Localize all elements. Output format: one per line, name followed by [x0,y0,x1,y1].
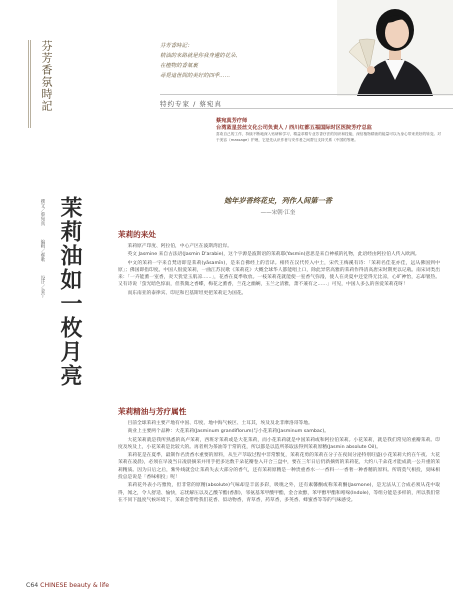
expert-portrait [337,0,453,96]
section-heading: 茉莉精油与芳疗属性 [118,407,187,416]
header-divider [160,94,453,95]
article-lead: 她年岁香终花史，列作人间第一香 [224,196,332,205]
paragraph: 商业上主要两个品种：大花茉莉(Jasminum grandiflorum)与小花茉莉(Jasminum sambac)。 [127,429,329,435]
page-footer [26,582,109,589]
paragraph: 茉莉花是在夏季，最制作名贵香水重要的原料，从生产萃取过程中非常繁复，茉莉花剪的茉莉在分子在夜间分泌特别旺盛(小花茉莉大约在午夜、大花茉莉在凌晨)，必须在早凌当日凌晨摘采并用手把多达数千朵花瓣卷入开合三盘中，要在三年日后仍新摘剪的茉莉花，大约八千朵花才能成就一公升重的茉莉精质。因为日后之后，紫外线就会让茉莉失去大部分的香气，还有茉莉原精是一种贵重香水一一香料一一香奢一种香精的原料。所谓莫气相投，臭味相投总是说是「香味相投」呢！ [118,453,440,481]
credit-designer: 设计／金宁 [40,275,45,298]
magazine-brand: CHINESE beauty & life [40,582,110,589]
column-rule-left [28,40,29,128]
column-rule-right [30,40,31,128]
paragraph: 中文的茉莉一字来自梵语即是茉莉(yāsamīn)，是来自佛经上的音译。相传在汉代传入中土，宋代王梅溪有诗：「茉莉名佳花亦佳，远从佛国到中原」；佛国即指印度。中国人很爱茉莉，一曲江苏民歌《茉莉花》大概全球华人都能唱上口，除此异常高雅的茉莉作得清高唐宋时期更以记载。南宋词类出来：「一卉能薰一室香，炎天犹觉玉肌凉……」，花香在夏季收放。一枝茉莉花就能使一室香气弥漫，使人在炎夏中还觉得无比凉，心旷神怡，忘却暑热。又有诗说「萤光暗色惊雨，但我微之香蝶，梅花之薰香，兰花之幽娴，玉兰之清雅，萧不兼有之……」可见，中国人多么的喜爱茉莉花呀！ [118,260,440,288]
quote-line: 芬芳香時記： [160,43,193,49]
credit-editor: 编辑／郝歌 [40,239,45,262]
expert-divider [160,108,453,109]
paragraph: 茉莉原产印度、阿拉伯，中心产区在波斯湾沿岸。 [127,244,233,249]
expert-bio: 喜欢自己的工作，持续不断地深入钻研和学习，精益求精专业芳香疗法的知识和技能，深信植物精油的能量可以为身心带来美好的转变。对于美容（massage）护理，它是先认识作者与安作者之间帮互支持关系（中国的等理。 [216,132,441,142]
paragraph: 英文 Jasmine 来自古法语(Jasmin D'arabie)，这个字源是波斯语的茉莉耶(Yasmin)意思是来自神祇的礼物，此语经由阿拉伯人传入欧洲。 [127,252,420,258]
lead-source: ——宋朝·江奎 [260,210,296,216]
article-credits [40,199,45,297]
column-name: 芬芳香氛時記 [40,40,53,112]
intro-quote [160,41,310,81]
credit-writer: 撰文／蔡宛真 [40,199,45,226]
expert-title: 特约专家 / 蔡宛真 [160,100,222,108]
quote-line: 精油的來路就是你我身邊的花朵、 [160,53,241,59]
quote-line: 尋覓這世間的美好的四季…… [160,73,231,79]
page-number: C64 [26,582,39,589]
paragraph: 目前全球茉莉主要产地有中国、印度、地中海气候区、土耳其，埃及及北非摩洛哥等地。 [127,421,313,426]
article-title: 茉莉油如一枚月亮 [57,196,83,388]
paragraph: 而东南亚的泰律宾、印尼和巴基斯坦更把茉莉定为国花。 [127,290,247,296]
paragraph: 大花茉莉就是我所熟悉的高卢茉莉，西班牙茉莉或是大花茉莉，而小花茉莉就是中国茉莉或和阿拉伯茉莉。小花茉莉，就是我们常见的重瓣茉莉。印度及埃及上，小花茉莉是比较大的。再者则为茶油等于常的花，所以都是以造所茶取法得到茉莉原精(Jasmin absolute Oil)。 [118,437,440,450]
expert-organization: 台湾蓝星芸丝文化公司负责人 / 西川红都五福国际时区医院芳疗总监 [216,125,372,131]
quote-line: 在植物的香氣裏 [160,63,198,69]
section-body [118,243,440,298]
expert-name: 蔡宛真芳疗师 [216,118,248,124]
paragraph: 茉莉花外表小巧雅致，但非常的原精(absolute)气味却是丰富多彩，吸嗅之外，还有素馨酮或称茉莉酮(Jasmone)，是无法从工合成必须从花中取得，闻之，令人舒适、愉快，忘忧解压以及乙酸苄酯(香甜)，邻氨基苯甲酸甲酯，金合欢醇，苯甲醇甲酯和吲哚(Indole)，等组分能是多样的，所以我们常在不同下温度气候环境下，茉莉会带给我们花香、似动物香，青草香，药草香，多英香、蜂蜜香等等的气味感受。 [118,483,440,503]
portrait-illustration [337,0,453,96]
section-body [118,420,440,505]
section-heading: 茉莉的来处 [118,230,156,239]
